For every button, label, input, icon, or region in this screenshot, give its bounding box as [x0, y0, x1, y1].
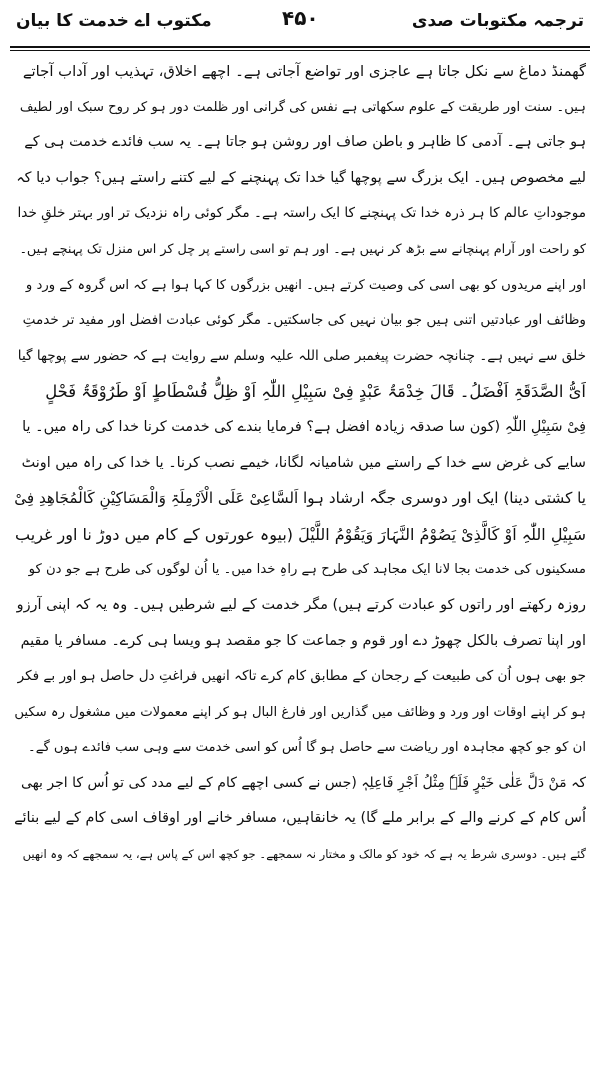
text-line: سایے کی غرض سے خدا کے راستے میں شامیانہ لگانا، خیمے نصب کرنا۔ یا خدا کی راہ میں اونٹ: [21, 454, 586, 471]
arabic-hadith-line: سَبِیْلِ اللّٰہِ اَوْ کَالَّذِیْ یَصُوْمُ النَّہَارَ وَیَقُوْمُ اللَّیْلَ (بیوہ عورتوں کے کام میں دوڑ نا اور غریب: [15, 524, 586, 544]
text-line: فِیْ سَبِیْلِ اللّٰہِ (کون سا صدقہ زیادہ افضل ہے؟ فرمایا بندے کی خدمت کرنا خدا کی راہ میں۔ یا: [22, 418, 586, 435]
text-line: وظائف اور عبادتیں اتنی ہیں جو بیان نہیں کی جاسکتیں۔ مگر کوئی عبادت افضل اور مفید تر خدمتِ: [22, 312, 586, 329]
text-line: مسکینوں کی خدمت بجا لانا ایک مجاہد کی طرح ہے راہِ خدا میں۔ یا اُن لوگوں کی طرح ہے جو دن کو: [28, 562, 586, 578]
text-line: ہیں۔ سنت اور طریقت کے علوم سکھاتی ہے نفس کی گرانی اور ظلمت دور ہو کر روح سبک اور لطیف: [19, 99, 586, 115]
arabic-hadith-line: اَیُّ الصَّدَقَۃِ اَفْضَلُ۔ قَالَ خِدْمَۃُ عَبْدٍ فِیْ سَبِیْلِ اللّٰہِ اَوْ ظِلُّ فُسْطَاطٍ اَوْ طَرُوْقَۃُ فَحْلٍ: [45, 382, 586, 402]
page-header: [12, 0, 588, 44]
text-line: کو راحت اور آرام پہنچانے سے بڑھ کر نہیں ہے۔ اور ہم تو اسی راستے پر چل کر اس منزل تک پہنچے ہیں۔: [19, 241, 586, 257]
text-line: خلق سے نہیں ہے۔ چنانچہ حضرت پیغمبر صلی اللہ علیہ وسلم سے روایت ہے کہ حضور سے پوچھا گیا: [17, 347, 586, 364]
page-number: ۴۵۰: [282, 6, 319, 30]
header-chapter-title: مکتوب اے خدمت کا بیان: [16, 11, 212, 31]
text-line: یا کشتی دینا) ایک اور دوسری جگہ ارشاد ہوا اَلسَّاعِیْ عَلَی الْاَرْمِلَۃِ وَالْمَسَاکِیْنِ کَالْمُجَاھِدِ فِیْ: [14, 489, 586, 508]
text-line: ان کو جو کچھ مجاہدہ اور ریاضت سے حاصل ہو گا اُس کو اسی خدمت سے وہی سب فائدے ہوں گے۔: [27, 740, 586, 756]
body-text: [14, 54, 586, 873]
text-line: اور اپنا تصرف بالکل چھوڑ دے اور قوم و جماعت کا جو مقصد ہو ویسا ہی کرے۔ مسافر یا مقیم: [20, 632, 586, 649]
text-line: لیے مخصوص ہیں۔ ایک بزرگ سے پوچھا گیا خدا تک پہنچنے کے لیے کتنے راستے ہیں؟ جواب دیا کہ: [16, 169, 586, 186]
text-line: گئے ہیں۔ دوسری شرط یہ ہے کہ خود کو مالک و مختار نہ سمجھے۔ جو کچھ اس کے پاس ہے، یہ سمجھے کہ وہ انھیں: [22, 847, 586, 862]
text-line: ہو جاتی ہے۔ آدمی کا ظاہر و باطن صاف اور روشن ہو جاتا ہے۔ یہ سب فائدے خدمت ہی کے: [24, 134, 586, 151]
text-line: اور اپنے مریدوں کو بھی اسی کی وصیت کرتے ہیں۔ انھیں بزرگوں کا کہا ہوا ہے کہ اس گروہ کے ورد و: [25, 277, 586, 293]
text-line: اُس کام کے کرنے والے کے برابر ملے گا) یہ خانقاہیں، مسافر خانے اور اوقاف اسی کام کے لیے بنائے: [14, 810, 586, 827]
arabic-hadith-line: کہ مَنْ دَلَّ عَلٰی خَیْرٍ فَلَہٗ مِثْلُ اَجْرِ فَاعِلِہٖ (جس نے کسی اچھے کام کے لیے مدد کی تو اُس کا اجر بھی: [20, 774, 586, 791]
text-line: ہو کر اپنے اوقات اور ورد و وظائف میں گذاریں اور فارغ البال ہو کر اپنے معمولات میں مشغول رہ سکیں: [14, 704, 586, 720]
header-rule: [10, 46, 590, 51]
text-line: روزہ رکھتے اور راتوں کو عبادت کرتے ہیں) مگر خدمت کے لیے شرطیں ہیں۔ وہ یہ کہ اپنی آرزو: [16, 596, 586, 613]
text-line: گھمنڈ دماغ سے نکل جاتا ہے عاجزی اور تواضع آجاتی ہے۔ اچھے اخلاق، تہذیب اور آداب آجاتے: [22, 63, 586, 80]
text-line: جو بھی ہوں اُن کی طبیعت کے رجحان کے مطابق کام کرے تاکہ انھیں فراغتِ دل حاصل ہو اور بے فکر: [17, 668, 586, 685]
text-line: موجوداتِ عالم کا ہر ذرہ خدا تک پہنچنے کا ایک راستہ ہے۔ مگر کوئی راہ نزدیک تر اور بہتر خلقِ خدا: [17, 205, 586, 222]
header-book-title: ترجمہ مکتوبات صدی: [411, 11, 584, 31]
